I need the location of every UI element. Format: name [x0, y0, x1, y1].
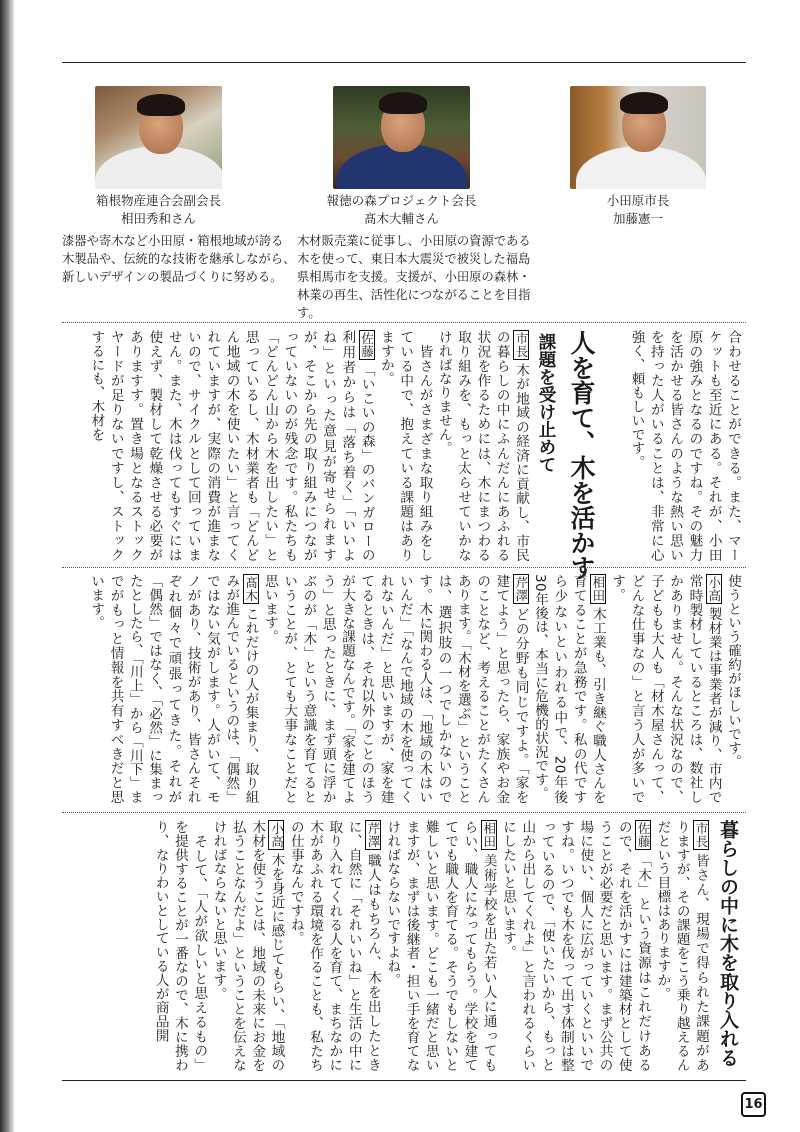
body-text: 製材業は事業者が減り、市内で常時製材しているところは、数社しかありません。そんな状況なので、子どもも大人も「材木屋さんって、どんな仕事なの」と言う人が多いです。 [609, 574, 722, 804]
speaker-badge: 芹澤 [513, 576, 529, 602]
speaker-badge: 相田 [481, 822, 497, 848]
body-text: 「木」という資源はこれだけあるので、それを活かすには建築材として使うことが必要だと思います。まず公共の場に使い、個人に広がっていくといいですね。いつでも木を伐って出す体制は整っているので、「使いたいから、もっと山から出してくれよ」と言われるくらいにしたいと思います。 [500, 820, 652, 1072]
photo-aida [95, 86, 222, 189]
bio-line: 県相馬市を支援。支援が、小田原の森林・ [297, 270, 531, 284]
article-column [62, 820, 710, 1072]
section-title: 暮らしの中に木を取り入れる [717, 820, 739, 1067]
speaker-badge: 芹澤 [365, 822, 381, 848]
photo-takagi [333, 86, 470, 189]
person-title: 箱根物産連合会副会長 [95, 193, 221, 208]
body-text: 職人はもちろん、木を出したときに、自然に「それいいね」と生活の中に取り入れてくれる人を育て、まちなかに木があふれる環境を作ることも、私たちの仕事なんですね。 [287, 820, 381, 1072]
body-text: 「いこいの森」のバンガローの利用者からは「落ち着く」「いいよね」といった意見が寄せられますが、そこから先の取り組みにつながっていないのが残念です。私たちも「どんどん山から木を出したい」と思っているし、木材業者も「どんどん地域の木を使いたい」と言ってくれていますが、実際の消費が進まないので、サイクルとして回っていません。また、木は伐ってもすぐには使えず、製材して乾燥させる必要がありますす。置き場となるストックヤードが足りないですし、ストックするにも、木材を [88, 330, 375, 562]
article-column [606, 330, 742, 562]
speaker-badge: 小高 [269, 822, 285, 848]
person-bio [62, 232, 295, 286]
photo-mayor [570, 86, 706, 189]
speaker-badge: 市長 [514, 332, 529, 358]
speaker-badge: 佐藤 [636, 822, 652, 848]
section-subtitle: 課題を受け止めて [536, 333, 556, 473]
bio-line: 木材販売業に従事し、小田原の資源である [297, 234, 531, 248]
speaker-badge: 髙木 [243, 576, 259, 602]
person-name: 加藤憲一 [612, 211, 663, 226]
person-name: 相田秀和さん [120, 211, 196, 226]
page-number: 16 [741, 1092, 766, 1117]
bio-line: 新しいデザインの製品づくりに努める。 [62, 270, 283, 284]
page-binding-edge [0, 0, 14, 1132]
person-title: 小田原市長 [606, 193, 670, 208]
body-text [417, 330, 433, 345]
body-text: 使うという確約がほしいです。 [725, 574, 741, 769]
top-rule [62, 62, 746, 63]
person-bio [297, 232, 531, 322]
body-text: 皆さん、現場で得られた課題がありますが、その課題をこう乗り越えるんだという目標はありますか。 [654, 820, 709, 1072]
body-text: 木が地域の経済に貢献し、市民の暮らしの中にふんだんにあふれる状況を作るためには、木にまつわる取り組みを、もっと太らせていかなければなりません。 [435, 330, 529, 562]
speaker-badge: 相田 [590, 576, 606, 602]
bio-line: す。 [297, 306, 321, 320]
bottom-rule [62, 1080, 746, 1081]
body-text: 美術学校を出た若い人に通ってもらい、職人になってもらう。学校を建ててでも職人を育てる。そうでもしないと難しいと思います。どこも一緒だと思いますが、まずは後継者・担い手を育てなければならないですよね。 [384, 820, 497, 1072]
body-text: どの分野も同じですよ。「家を建てよう」と思ったら、家族やお金のことなど、考えることがたくさんあります。「木材を選ぶ」ということは、選択肢の一つでしかないのです。木に関わる人は、「地域の木はいいんだ」「なんで地域の木を使ってくれないんだ」と思いますが、家を建てるときは、それ以外のことのほうが大きな課題なんです。「家を建てよう」と思ったときに、まず頭に浮かぶのが「木」という意識を育てるということが、とても大事なことだと思います。 [261, 574, 529, 804]
body-text: 木を身近に感じてもらい、「地域の木材を使うことは、地域の未来にお金を払うことなんだよ」ということを伝えなければならないと思います。 [210, 820, 285, 1072]
speaker-badge: 市長 [694, 822, 709, 848]
section-title: 人を育て、木を活かす [567, 330, 596, 580]
section-divider [62, 567, 746, 568]
speaker-badge: 佐藤 [359, 332, 375, 358]
bio-line: 木製品や、伝統的な技術を継承しながら、 [62, 252, 296, 266]
bio-line: 木を使って、東日本大震災で被災した福島 [297, 252, 531, 266]
speaker-badge: 小高 [706, 576, 722, 602]
article-column [62, 574, 742, 804]
body-text: 木工業も、引き継ぐ職人さんを育てることが急務です。私の代ですら少ないといわれる中で、20年後30年後は、本当に危機的状況です。 [532, 574, 606, 804]
body-text: 皆さんがさまざまな取り組みをしている中で、抱えている課題はありますか。 [377, 330, 433, 562]
person-title: 報徳の森プロジェクト会長 [326, 193, 477, 208]
body-text [191, 820, 207, 834]
person-name: 髙木大輔さん [363, 211, 439, 226]
bio-line: 漆器や寄木など小田原・箱根地域が誇る [62, 234, 284, 248]
article-column [62, 330, 530, 562]
bio-line: 林業の再生、活性化につながることを目指 [297, 288, 531, 302]
section-divider [62, 322, 746, 323]
body-text: これだけの人が集まり、取り組みが進んでいるというのは、「偶然」ではない気がします。人がいて、モノがあり、技術があり、皆さんそれぞれ個々で頑張ってきた。それが「偶然」ではなく、「必然」に集まったとしたら、「川上」から「川下」までがもっと情報を共有すべきだと思います。 [88, 574, 259, 804]
body-text: 合わせることができる。また、マーケットも至近にある。それが、小田原の強みとなるのですね。その魅力を活かせる皆さんのような熱い思いを持った人がいることは、非常に心強く、頼もしいです。 [628, 330, 741, 562]
body-text: そして、「人が欲しいと思えるもの」を提供することが一番なので、木に携わり、なりわいとしている人が商品開 [152, 820, 208, 1072]
section-divider [62, 812, 746, 813]
